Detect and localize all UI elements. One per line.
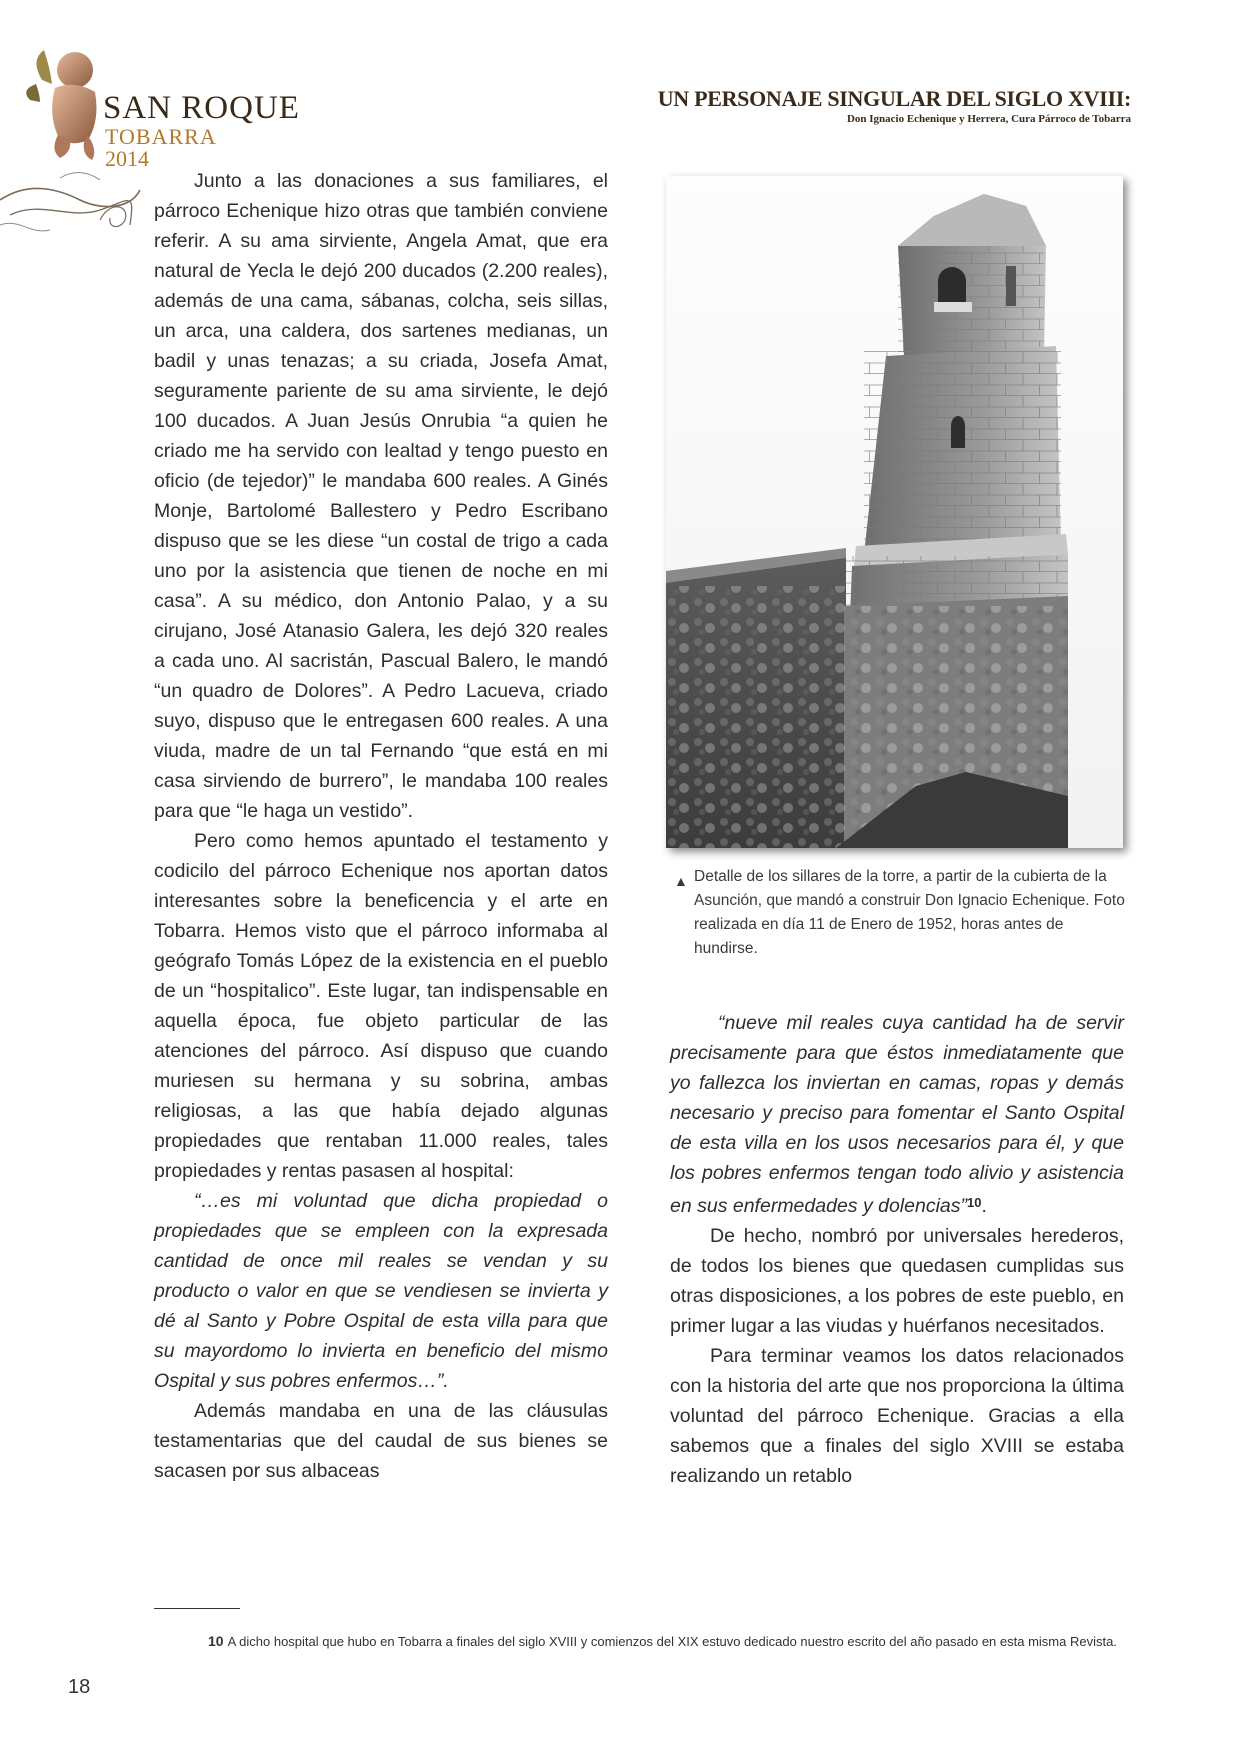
- footnote: [208, 1628, 1128, 1655]
- magazine-brand-year: 2014: [105, 146, 149, 171]
- paragraph: Para terminar veamos los datos relacionados con la historia del arte que nos proporciona la última voluntad del párroco Echenique. Gracias a ella sabemos que a finales del siglo XVIII se estaba realizando un retablo: [670, 1345, 1124, 1487]
- magazine-brand-name: SAN ROQUE: [103, 90, 300, 126]
- article-title: UN PERSONAJE SINGULAR DEL SIGLO XVIII:: [657, 86, 1131, 111]
- footnote-text: A dicho hospital que hubo en Tobarra a finales del siglo XVIII y comienzos del XIX estuvo dedicado nuestro escrito del año pasado en esta misma Revista.: [227, 1634, 1117, 1649]
- article-subtitle: Don Ignacio Echenique y Herrera, Cura Párroco de Tobarra: [846, 113, 1131, 125]
- paragraph: Pero como hemos apuntado el testamento y codicilo del párroco Echenique nos aportan datos interesantes sobre la beneficencia y el arte en Tobarra. Hemos visto que el párroco informaba al geógrafo Tomás López de la existencia en el pueblo de un “hospitalico”. Este lugar, tan indispensable en aquella época, fue objeto particular de las atenciones del párroco. Así dispuso que cuando muriesen su hermana y su sobrina, ambas religiosas, a las que había dejado algunas propiedades que rentaban 11.000 reales, tales propiedades y rentas pasasen al hospital:: [154, 830, 608, 1182]
- magazine-brand-town: TOBARRA: [105, 124, 217, 149]
- caption-triangle-icon: ▲: [674, 873, 688, 889]
- photo-caption: [674, 865, 1126, 961]
- paragraph: Junto a las donaciones a sus familiares, el párroco Echenique hizo otras que también conviene referir. A su ama sirviente, Angela Amat, que era natural de Yecla le dejó 200 ducados (2.200 reales), además de una cama, sábanas, colcha, seis sillas, un arca, una caldera, dos sartenes medianas, un badil y unas tenazas; a su criada, Josefa Amat, seguramente pariente de su ama sirviente, le dejó 100 ducados. A Juan Jesús Onrubia “a quien he criado me ha servido con lealtad y tengo puesto en oficio (de tejedor)” le mandaba 600 reales. A Ginés Monje, Bartolomé Ballestero y Pedro Escribano dispuso que se les diese “un costal de trigo a cada uno por la asistencia que tienen de noche en mi casa”. A su médico, don Antonio Palao, y a su cirujano, José Atanasio Galera, les dejó 320 reales a cada uno. Al sacristán, Pascual Balero, le mandó “un quadro de Dolores”. A Pedro Lacueva, criado suyo, dispuso que le entregasen 600 reales. A una viuda, madre de un tal Fernando “que está en mi casa sirviendo de burrero”, le mandaba 100 reales para que “le haga un vestido”.: [154, 170, 608, 822]
- quote-end: .: [981, 1195, 987, 1217]
- caption-text: Detalle de los sillares de la torre, a partir de la cubierta de la Asunción, que mandó a construir Don Ignacio Echenique. Foto realizada en día 11 de Enero de 1952, horas antes de hundirse.: [694, 868, 1125, 957]
- left-text-column: [154, 166, 608, 1486]
- paragraph: Además mandaba en una de las cláusulas testamentarias que del caudal de sus bienes se sacasen por sus albaceas: [154, 1400, 608, 1482]
- block-quote: “…es mi voluntad que dicha propiedad o propiedades que se empleen con la expresada cantidad de once mil reales se vendan y su producto o valor en que se vendiesen se invierta y dé al Santo y Pobre Ospital de esta villa para que su mayordomo lo invierta en beneficio del mismo Ospital y sus pobres enfermos…”.: [154, 1190, 608, 1392]
- block-quote: [670, 1008, 1124, 1221]
- church-tower-photo: [666, 176, 1123, 848]
- footnote-reference[interactable]: 10: [967, 1195, 982, 1210]
- footnote-rule: [154, 1608, 240, 1609]
- paragraph: De hecho, nombró por universales herederos, de todos los bienes que quedasen cumplidas sus otras disposiciones, a los pobres de este pueblo, en primer lugar a las viudas y huérfanos necesitados.: [670, 1225, 1124, 1337]
- page-number: 18: [68, 1676, 91, 1698]
- quote-text: “nueve mil reales cuya cantidad ha de servir precisamente para que éstos inmediatamente que yo fallezca los inviertan en camas, ropas y demás necesario y preciso para fomentar el Santo Ospital de esta villa en los usos necesarios para él, y que los pobres enfermos tengan todo alivio y asistencia en sus enfermedades y dolencias”: [670, 1012, 1124, 1217]
- right-text-column: [670, 1008, 1124, 1491]
- footnote-number: 10: [208, 1633, 224, 1649]
